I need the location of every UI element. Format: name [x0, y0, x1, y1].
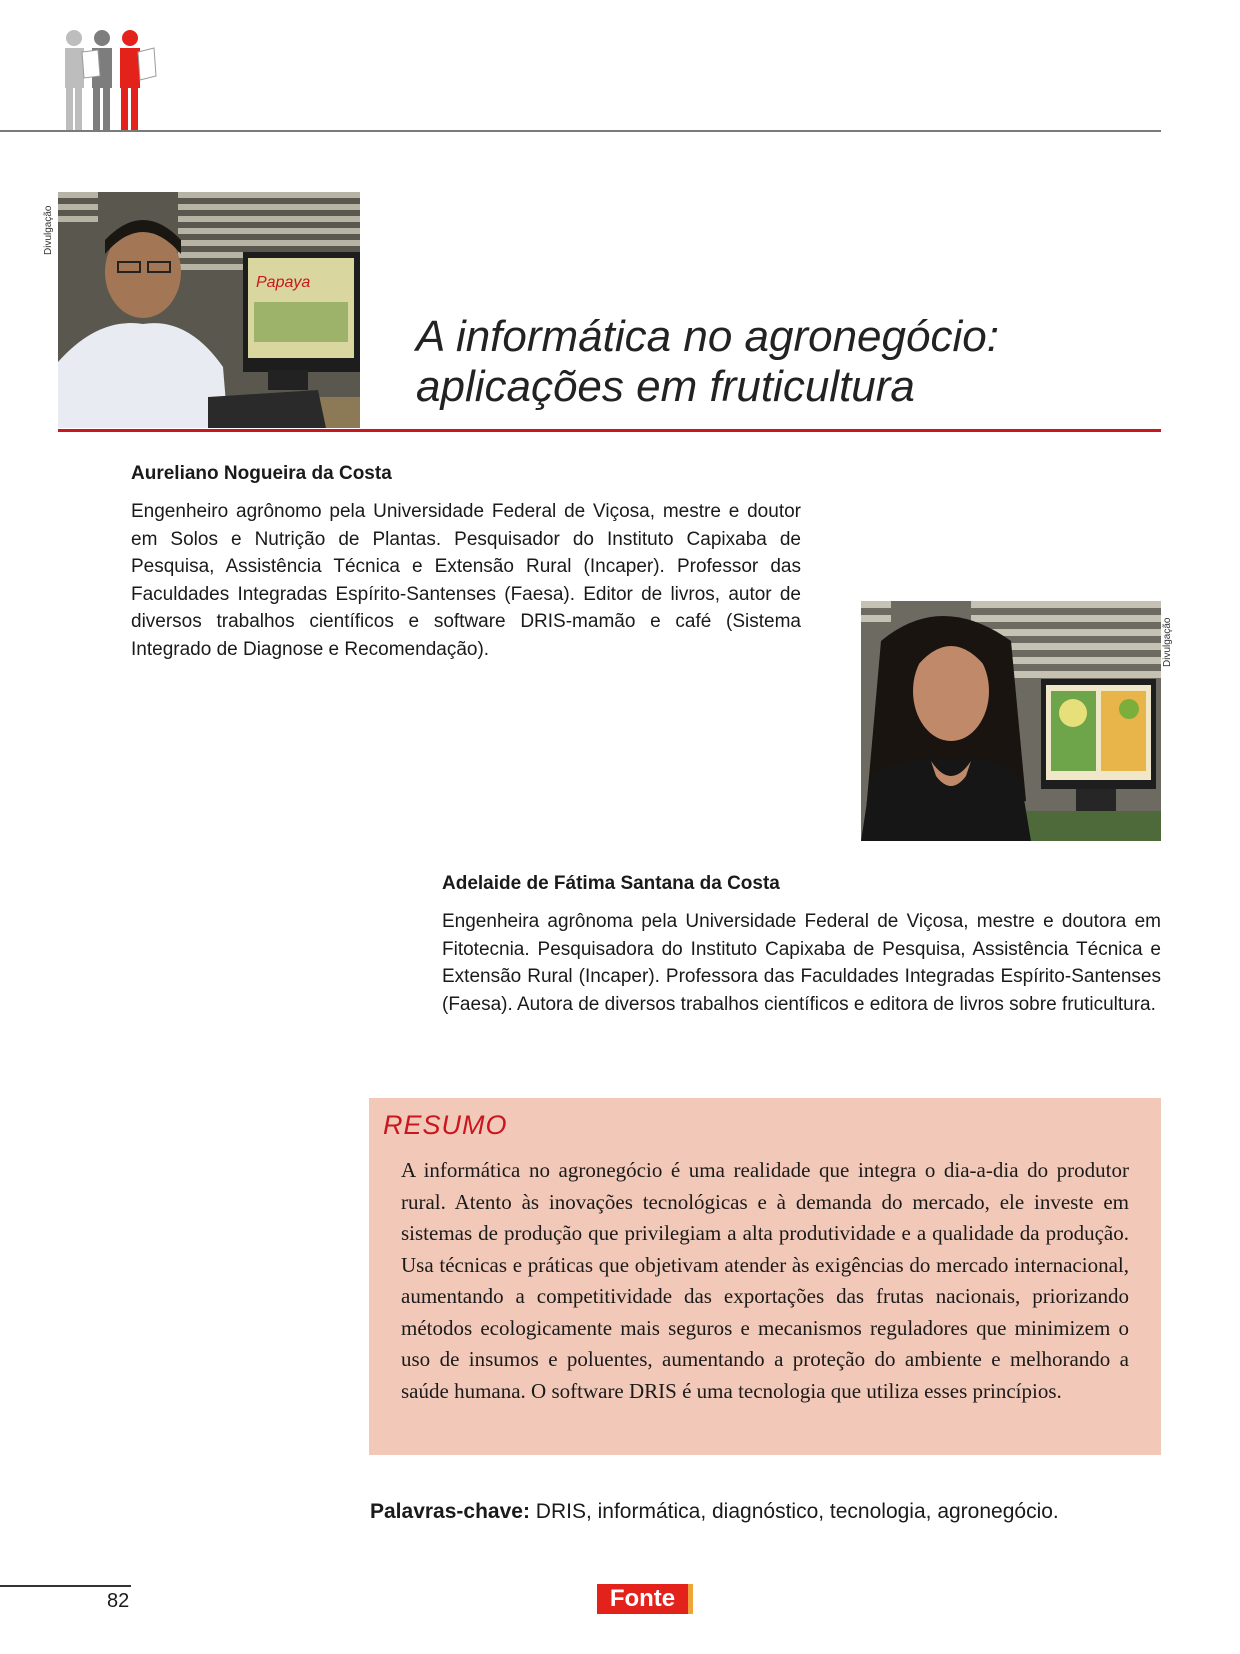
- article-title-line-2: aplicações em fruticultura: [416, 362, 915, 411]
- three-people-figures-icon: [58, 30, 158, 130]
- abstract-box: [369, 1098, 1161, 1455]
- keywords: [370, 1500, 1059, 1524]
- title-rule: [58, 429, 1161, 432]
- keywords-label: Palavras-chave:: [370, 1500, 530, 1523]
- svg-text:Papaya: Papaya: [256, 274, 311, 291]
- page-number: 82: [107, 1590, 130, 1612]
- keywords-value: DRIS, informática, diagnóstico, tecnologia, agronegócio.: [529, 1500, 1059, 1523]
- article-title: [416, 312, 1156, 412]
- author-bio: Engenheira agrônoma pela Universidade Federal de Viçosa, mestre e doutora em Fitotecnia. Pesquisadora do Instituto Capixaba de Pesquisa, Assistência Técnica e Extensão Rural (Incaper). Professora das Faculdades Integradas Espírito-Santenses (Faesa). Autora de diversos trabalhos científicos e editora de livros sobre fruticultura.: [442, 911, 1161, 1015]
- article-title-line-1: A informática no agronegócio:: [416, 312, 999, 361]
- abstract-text: A informática no agronegócio é uma realidade que integra o dia-a-dia do produtor rural. Atento às inovações tecnológicas e à demanda do mercado, ele investe em sistemas de produção que privilegiam a alta produtividade e a qualidade da produção. Usa técnicas e práticas que objetivam atender às exigências do mercado internacional, aumentando a competitividade das exportações das frutas nacionais, priorizando métodos ecologicamente mais seguros e mecanismos reguladores que minimizem o uso de insumos e poluentes, aumentando a proteção do ambiente e melhorando a saúde humana. O software DRIS é uma tecnologia que utiliza esses princípios.: [401, 1158, 1129, 1403]
- photo-credit: Divulgação: [1162, 617, 1173, 667]
- author-photo-aureliano: [58, 192, 360, 428]
- author-name: Aureliano Nogueira da Costa: [131, 463, 392, 484]
- author-photo-adelaide: [861, 601, 1161, 841]
- abstract-heading: RESUMO: [383, 1110, 508, 1140]
- header-rule: [0, 130, 1161, 132]
- fonte-logo: Fonte: [597, 1584, 693, 1614]
- author-bio: Engenheiro agrônomo pela Universidade Federal de Viçosa, mestre e doutor em Solos e Nutrição de Plantas. Pesquisador do Instituto Capixaba de Pesquisa, Assistência Técnica e Extensão Rural (Incaper). Professor das Faculdades Integradas Espírito-Santenses (Faesa). Editor de livros, autor de diversos trabalhos científicos e software DRIS-mamão e café (Sistema Integrado de Diagnose e Recomendação).: [131, 501, 801, 660]
- photo-credit: Divulgação: [43, 205, 54, 255]
- footer-rule: [0, 1585, 131, 1587]
- author-name: Adelaide de Fátima Santana da Costa: [442, 873, 780, 894]
